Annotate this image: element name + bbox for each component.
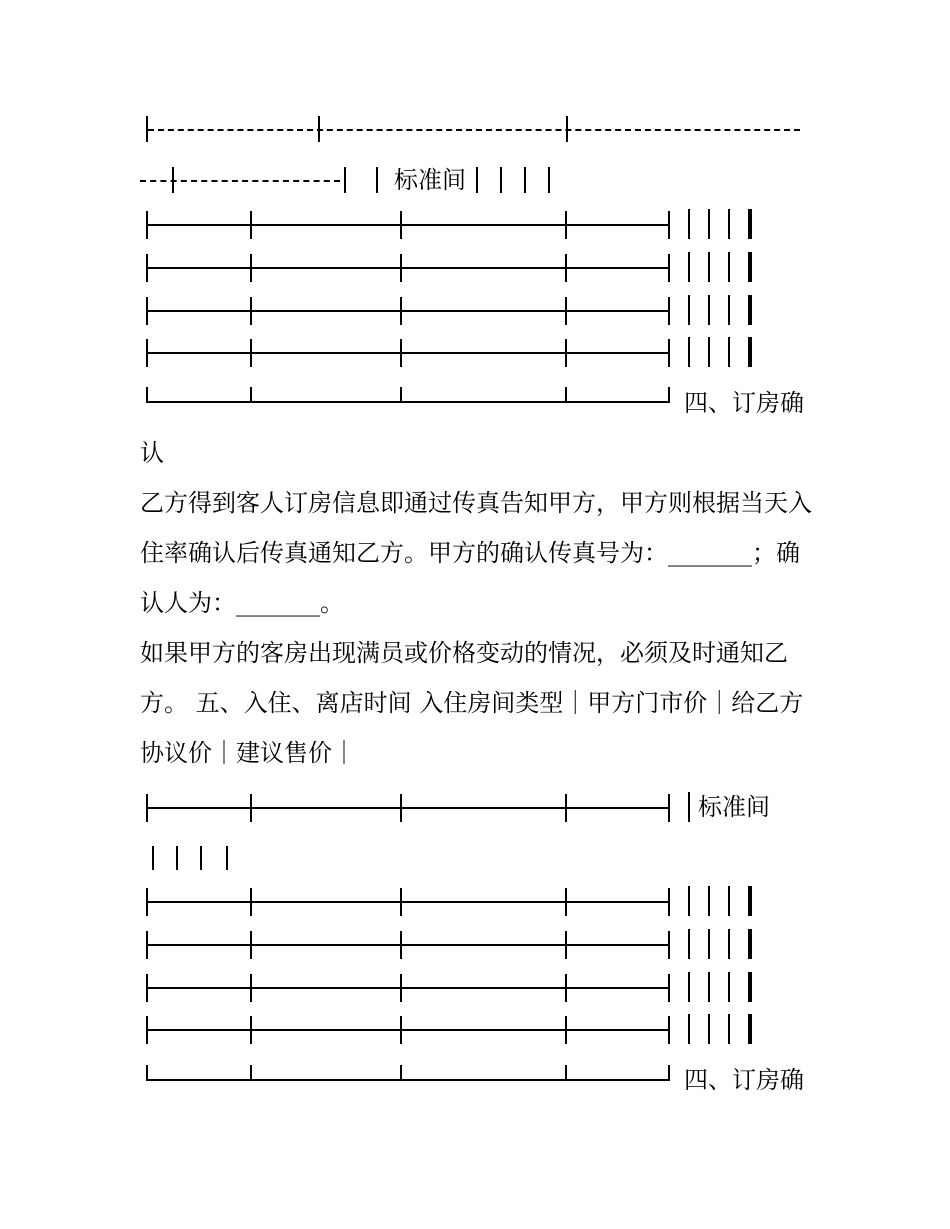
table-border <box>728 295 730 325</box>
table-border <box>668 1065 670 1081</box>
table-border <box>566 116 568 142</box>
table-rule <box>146 352 670 354</box>
table-border <box>565 339 567 367</box>
table-border <box>668 211 670 239</box>
table-border <box>708 337 710 367</box>
table-border <box>400 931 402 959</box>
table-border <box>146 974 148 1002</box>
table-border <box>400 297 402 325</box>
table-border <box>318 116 320 142</box>
table-border <box>750 1014 752 1044</box>
table-border <box>250 339 252 367</box>
table-border <box>688 972 690 1002</box>
table-rule <box>146 310 670 312</box>
table-border <box>152 846 154 870</box>
table-rule <box>146 1029 670 1031</box>
table-border <box>565 974 567 1002</box>
table-border <box>250 1065 252 1081</box>
table-border <box>200 846 202 870</box>
table-border <box>146 254 148 282</box>
table-border <box>565 254 567 282</box>
table-border <box>524 167 526 193</box>
table-border <box>668 339 670 367</box>
table-border <box>250 211 252 239</box>
table-border <box>708 1014 710 1044</box>
table1-trailing-text: 四、订房确 <box>684 389 804 417</box>
body-text <box>140 478 820 778</box>
table2-trailing-text: 四、订房确 <box>684 1066 804 1094</box>
table-border <box>668 1016 670 1044</box>
table-border <box>688 337 690 367</box>
table-border <box>750 337 752 367</box>
table-border <box>668 974 670 1002</box>
table-border <box>708 209 710 239</box>
table-border <box>250 387 252 403</box>
table-border <box>668 931 670 959</box>
table-border <box>400 211 402 239</box>
table-border <box>728 886 730 916</box>
table-border <box>400 339 402 367</box>
table-border <box>250 254 252 282</box>
table-border <box>400 1065 402 1081</box>
table-border <box>750 929 752 959</box>
table-border <box>750 886 752 916</box>
table-border <box>728 929 730 959</box>
table-border <box>728 337 730 367</box>
table-border <box>728 252 730 282</box>
table-border <box>400 888 402 916</box>
table-border <box>668 888 670 916</box>
table-border <box>400 974 402 1002</box>
table-border <box>750 209 752 239</box>
table-border <box>688 209 690 239</box>
table-border <box>250 1016 252 1044</box>
table-border <box>688 886 690 916</box>
table1-cell-label: 标准间 <box>394 166 466 194</box>
table-border <box>688 252 690 282</box>
table-border <box>668 794 670 822</box>
table-border <box>565 211 567 239</box>
table-border <box>708 972 710 1002</box>
table-rule <box>146 987 670 989</box>
table-border <box>146 888 148 916</box>
table-border <box>146 794 148 822</box>
table-border <box>565 297 567 325</box>
table-rule <box>146 401 670 403</box>
table-border <box>250 974 252 1002</box>
table-border <box>728 1014 730 1044</box>
table-border <box>668 254 670 282</box>
table-rule <box>146 944 670 946</box>
table-border <box>565 1065 567 1081</box>
table-border <box>250 888 252 916</box>
table-border <box>176 846 178 870</box>
table-border <box>750 252 752 282</box>
table-border <box>728 209 730 239</box>
table-border <box>668 297 670 325</box>
table-rule <box>146 901 670 903</box>
table2-cell-label: 标准间 <box>698 793 770 821</box>
table-rule <box>146 1079 670 1081</box>
table-border <box>750 295 752 325</box>
table-border <box>688 792 690 822</box>
table-border <box>146 1065 148 1081</box>
paragraph: 乙方得到客人订房信息即通过传真告知甲方，甲方则根据当天入住率确认后传真通知乙方。甲方的确认传真号为：_______；确认人为：_______。 <box>140 489 812 617</box>
table-border <box>476 167 478 193</box>
table-border <box>688 1014 690 1044</box>
table-dashed-rule <box>140 180 340 182</box>
table-border <box>400 254 402 282</box>
table-border <box>400 794 402 822</box>
table-border <box>500 167 502 193</box>
table-dashed-rule <box>148 129 800 131</box>
table-border <box>400 387 402 403</box>
table-border <box>548 167 550 193</box>
table-border <box>708 252 710 282</box>
table-border <box>708 886 710 916</box>
table-border <box>565 387 567 403</box>
table-border <box>226 846 228 870</box>
table-border <box>376 167 378 193</box>
table-border <box>400 1016 402 1044</box>
table-border <box>565 888 567 916</box>
table-rule <box>146 224 670 226</box>
table-border <box>708 929 710 959</box>
table-border <box>146 387 148 403</box>
table-border <box>565 794 567 822</box>
table-border <box>688 295 690 325</box>
table1-trailing-continued: 认 <box>140 439 164 467</box>
table-border <box>750 972 752 1002</box>
table-border <box>344 167 346 193</box>
table-border <box>146 1016 148 1044</box>
table-border <box>250 794 252 822</box>
table-border <box>172 167 174 193</box>
table-border <box>146 297 148 325</box>
table-border <box>668 387 670 403</box>
table-border <box>250 931 252 959</box>
table-rule <box>146 267 670 269</box>
table-border <box>688 929 690 959</box>
table-border <box>146 211 148 239</box>
table-border <box>728 972 730 1002</box>
table-rule <box>146 807 670 809</box>
table-border <box>250 297 252 325</box>
paragraph: 如果甲方的客房出现满员或价格变动的情况，必须及时通知乙方。 五、入住、离店时间 入住房间类型｜甲方门市价｜给乙方协议价｜建议售价｜ <box>140 639 804 767</box>
table-border <box>146 339 148 367</box>
table-border <box>708 295 710 325</box>
table-border <box>565 1016 567 1044</box>
table-border <box>146 931 148 959</box>
table-border <box>565 931 567 959</box>
